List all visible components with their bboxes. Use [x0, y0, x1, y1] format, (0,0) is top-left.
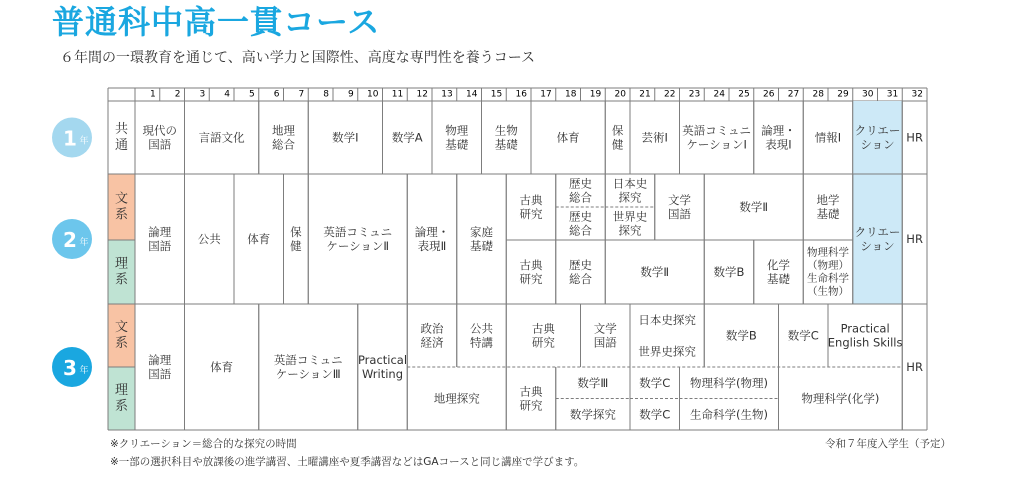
subject-label: 家庭 — [470, 224, 493, 239]
subject-label: 研究 — [531, 335, 555, 350]
column-number: 25 — [738, 89, 750, 100]
subject-label: HR — [906, 360, 923, 374]
subject-label: 数学Ⅰ — [332, 130, 359, 145]
subject-label: 国語 — [593, 335, 617, 350]
column-number: 7 — [298, 89, 305, 100]
subject-label: 探究 — [618, 223, 642, 238]
column-number: 15 — [490, 89, 503, 100]
subject-label: 論理・ — [414, 224, 450, 239]
subject-label: 英語コミュニ — [682, 123, 752, 138]
subject-label: 数学B — [725, 328, 757, 343]
subject-label: 体育 — [556, 130, 580, 145]
column-number: 22 — [664, 89, 676, 100]
subject-label: 地理探究 — [433, 391, 480, 406]
subject-label: （物理） — [807, 259, 849, 272]
subject-label: 地理 — [272, 123, 295, 138]
subject-label: 数学探究 — [569, 407, 616, 422]
subject-label: 論理・ — [761, 123, 796, 138]
subject-label: 言語文化 — [198, 130, 245, 145]
track-label: 理 — [114, 256, 129, 272]
subject-label: 健 — [290, 239, 302, 254]
subject-label: 公共 — [470, 321, 493, 336]
subject-label: 物理科学(化学) — [801, 391, 880, 406]
subject-label: HR — [906, 130, 923, 145]
subject-label: 国語 — [148, 239, 172, 254]
column-number: 10 — [367, 89, 379, 100]
subject-label: ション — [860, 137, 895, 152]
column-number: 29 — [837, 89, 849, 100]
subject-label: 英語コミュニ — [273, 352, 343, 367]
subject-label: 特講 — [470, 335, 493, 350]
subject-label: 歴史 — [569, 176, 592, 191]
page-subtitle: ６年間の一環教育を通じて、高い学力と国際性、高度な専門性を養うコース — [60, 50, 536, 66]
column-number: 17 — [540, 89, 552, 100]
subject-label: 化学 — [767, 257, 790, 272]
subject-label: 現代の — [142, 123, 177, 138]
subject-label: 日本史 — [612, 176, 648, 191]
year-suffix: 年 — [79, 136, 89, 147]
column-number: 20 — [614, 89, 626, 100]
track-label: 通 — [114, 138, 129, 154]
track-label: 系 — [114, 399, 129, 415]
column-number: 4 — [224, 89, 230, 100]
column-number: 28 — [812, 89, 824, 100]
subject-label: 数学C — [639, 375, 671, 390]
column-number: 27 — [787, 89, 800, 100]
subject-label: 情報Ⅰ — [814, 130, 842, 145]
page-title: 普通科中高一貫コース — [52, 3, 381, 41]
subject-label: 保 — [290, 224, 302, 239]
subject-label: 歴史 — [569, 257, 592, 272]
column-number: 11 — [391, 89, 404, 100]
subject-label: 体育 — [247, 232, 271, 246]
column-number: 2 — [174, 89, 181, 100]
subject-label: 日本史探究 — [638, 312, 696, 327]
subject-label: 古典 — [519, 384, 543, 399]
subject-label: 保 — [611, 123, 624, 138]
column-number: 24 — [713, 89, 725, 100]
subject-label: 文学 — [668, 192, 691, 207]
column-number: 14 — [466, 89, 478, 100]
subject-label: 総合 — [569, 272, 592, 287]
year-number: 2 — [63, 228, 77, 252]
subject-label: 研究 — [519, 398, 543, 413]
subject-label: 基礎 — [767, 272, 790, 287]
subject-label: 総合 — [569, 190, 592, 205]
column-number: 3 — [199, 89, 206, 100]
subject-label: 古典 — [519, 257, 543, 272]
subject-label: 数学Ⅱ — [640, 265, 670, 279]
column-number: 26 — [763, 89, 775, 100]
subject-label: 物理科学 — [807, 246, 849, 259]
column-number: 16 — [515, 89, 527, 100]
subject-label: 生物 — [494, 123, 518, 138]
subject-label: 文学 — [593, 321, 617, 336]
subject-label: 数学B — [713, 265, 745, 279]
column-number: 31 — [886, 89, 899, 100]
subject-label: 基礎 — [494, 137, 518, 152]
subject-label: 論理 — [148, 224, 172, 239]
column-number: 5 — [249, 89, 255, 100]
subject-label: English Skills — [827, 335, 903, 350]
subject-label: Writing — [361, 367, 404, 382]
column-number: 1 — [150, 89, 156, 100]
subject-label: 経済 — [420, 335, 444, 350]
column-number: 12 — [416, 89, 428, 100]
subject-label: 歴史 — [569, 209, 592, 224]
subject-label: 表現Ⅱ — [417, 239, 447, 254]
year-number: 1 — [63, 126, 77, 151]
subject-label: 国語 — [148, 367, 172, 382]
subject-label: HR — [906, 232, 923, 246]
subject-label: 古典 — [519, 192, 543, 207]
year-suffix: 年 — [79, 238, 89, 248]
subject-label: 生命科学(生物) — [690, 407, 768, 422]
subject-label: 政治 — [420, 321, 444, 336]
subject-label: 数学Ⅱ — [739, 200, 769, 214]
subject-label: 基礎 — [816, 207, 840, 222]
subject-label: 数学Ⅲ — [577, 375, 609, 390]
subject-label: 世界史 — [612, 209, 648, 224]
subject-label: 研究 — [519, 207, 543, 222]
subject-label: 国語 — [668, 207, 691, 222]
subject-label: 総合 — [569, 223, 592, 238]
subject-label: （生物） — [807, 285, 849, 298]
subject-label: 健 — [611, 137, 624, 152]
subject-label: 公共 — [197, 232, 221, 246]
subject-label: クリエー — [854, 224, 901, 239]
subject-label: ケーションⅡ — [326, 239, 390, 254]
column-number: 19 — [589, 89, 602, 100]
track-label: 系 — [114, 336, 129, 352]
subject-label: 論理 — [148, 352, 172, 367]
subject-label: 古典 — [531, 321, 555, 336]
column-number: 9 — [348, 89, 354, 100]
subject-label: 数学C — [787, 328, 819, 343]
subject-label: 世界史探究 — [638, 344, 696, 359]
track-label: 系 — [114, 207, 129, 223]
subject-label: 表現Ⅰ — [765, 137, 792, 152]
subject-label: 国語 — [148, 137, 172, 152]
subject-label: 地学 — [816, 192, 840, 207]
subject-label: ケーションⅢ — [275, 367, 341, 382]
subject-label: 基礎 — [470, 239, 493, 254]
enrollment-note: 令和７年度入学生（予定） — [825, 438, 951, 450]
footnote-creation: ※クリエーション＝総合的な探究の時間 — [110, 438, 297, 450]
column-number: 6 — [273, 89, 280, 100]
subject-label: 物理科学(物理) — [690, 375, 768, 390]
column-number: 8 — [323, 89, 329, 100]
subject-label: 物理 — [445, 123, 469, 138]
subject-label: クリエー — [854, 123, 901, 138]
year-number: 3 — [63, 356, 77, 380]
subject-label: 英語コミュニ — [323, 224, 393, 239]
subject-label: 総合 — [272, 137, 295, 152]
subject-label: 数学A — [391, 130, 423, 145]
subject-label: 数学C — [639, 407, 671, 422]
subject-label: ケーションⅠ — [686, 137, 747, 152]
column-number: 13 — [441, 89, 453, 100]
subject-label: 基礎 — [445, 137, 469, 152]
subject-label: 芸術Ⅰ — [641, 130, 668, 145]
column-number: 30 — [862, 89, 874, 100]
track-label: 理 — [114, 382, 129, 398]
subject-label: Practical — [357, 352, 408, 367]
track-label: 共 — [114, 121, 129, 137]
subject-label: ション — [860, 239, 895, 254]
footnote-ga-course: ※一部の選択科目や放課後の進学講習、土曜講座や夏季講習などはGAコースと同じ講座で学びます。 — [110, 456, 585, 468]
subject-label: 探究 — [618, 190, 642, 205]
subject-label: Practical — [840, 321, 890, 336]
track-label: 文 — [114, 319, 129, 335]
subject-label: 生命科学 — [807, 272, 849, 285]
year-suffix: 年 — [79, 366, 89, 376]
column-number: 32 — [911, 89, 923, 100]
subject-label: 研究 — [519, 272, 543, 287]
column-number: 23 — [688, 89, 701, 100]
track-label: 系 — [114, 272, 129, 288]
subject-label: 体育 — [210, 360, 234, 374]
column-number: 18 — [565, 89, 577, 100]
column-number: 21 — [639, 89, 651, 100]
track-label: 文 — [114, 191, 129, 207]
